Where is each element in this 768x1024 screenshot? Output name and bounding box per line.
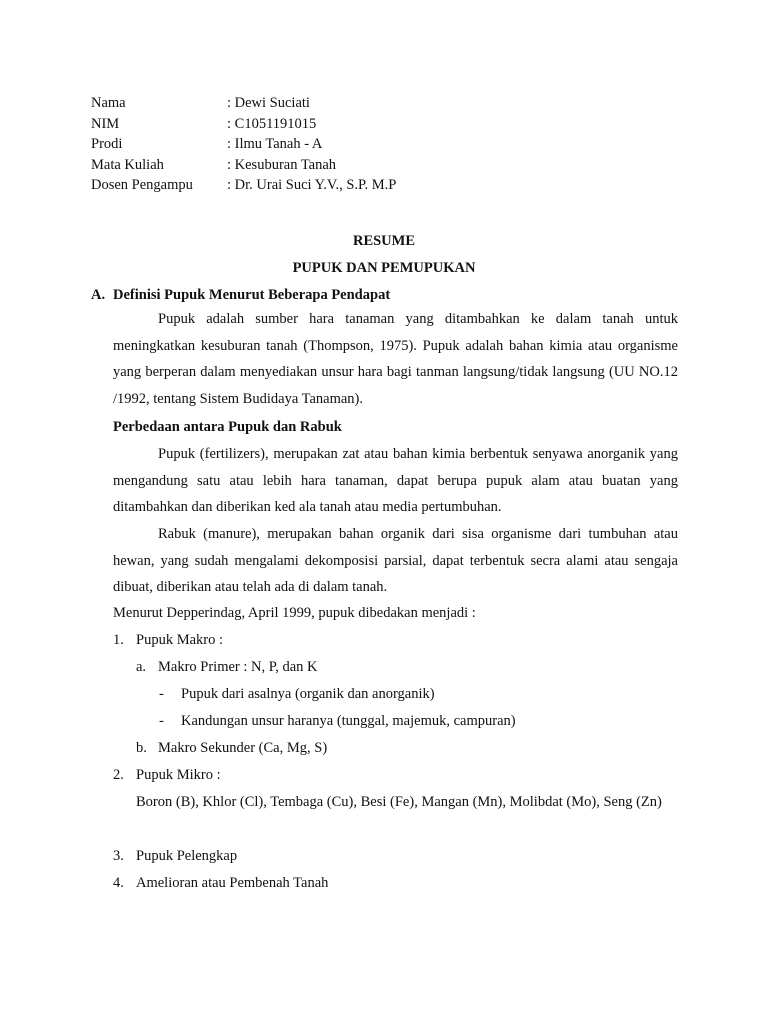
info-row-dosen	[91, 175, 651, 196]
paragraph-text: Rabuk (manure), merupakan bahan organik dari sisa organisme dari tumbuhan atau hewan, yang sudah mengalami dekomposisi parsial, dapat terbentuk secra alami atau sengaja dibuat, diberikan atau telah ada di dalam tanah.	[113, 526, 678, 596]
list-item	[113, 765, 221, 785]
document-subtitle: PUPUK DAN PEMUPUKAN	[292, 260, 476, 276]
list-item	[113, 630, 223, 650]
student-info-block	[91, 93, 651, 196]
list-item-text: Pupuk Mikro :	[136, 767, 221, 783]
list-marker: a.	[136, 659, 147, 675]
list-dash-item	[159, 684, 435, 704]
paragraph-rabuk	[113, 521, 678, 601]
info-value: : Dewi Suciati	[227, 95, 310, 111]
list-marker: b.	[136, 740, 147, 756]
list-subitem	[136, 657, 318, 677]
info-row-mata-kuliah	[91, 155, 651, 176]
info-label: Dosen Pengampu	[91, 177, 193, 193]
list-marker: -	[159, 686, 164, 702]
list-marker: 2.	[113, 767, 124, 783]
section-heading	[91, 285, 390, 305]
info-value: : Kesuburan Tanah	[227, 156, 337, 173]
section-heading-text: Definisi Pupuk Menurut Beberapa Pendapat	[113, 287, 391, 303]
list-item-text: Pupuk Makro :	[136, 632, 223, 648]
info-label: Mata Kuliah	[91, 156, 164, 173]
document-title: RESUME	[352, 233, 416, 249]
list-item-text: Pupuk dari asalnya (organik dan anorganik)	[181, 686, 435, 702]
info-row-nama	[91, 93, 651, 114]
info-value: : Ilmu Tanah - A	[227, 136, 323, 152]
info-value: : Dr. Urai Suci Y.V., S.P. M.P	[227, 177, 397, 193]
info-row-nim	[91, 114, 651, 135]
subheading: Perbedaan antara Pupuk dan Rabuk	[113, 419, 342, 435]
list-marker: 3.	[113, 848, 124, 864]
paragraph-text: Pupuk adalah sumber hara tanaman yang ditambahkan ke dalam tanah untuk meningkatkan kesuburan tanah (Thompson, 1975). Pupuk adalah bahan kimia atau organisme yang berperan dalam menyediakan unsur hara bagi tanman langsung/tidak langsung (UU NO.12 /1992, tentang Sistem Budidaya Tanaman).	[113, 311, 678, 407]
list-marker: 1.	[113, 632, 124, 648]
list-item	[113, 846, 237, 866]
section-number: A.	[91, 287, 106, 303]
paragraph-definition	[113, 306, 678, 412]
list-marker: 4.	[113, 875, 124, 891]
info-row-prodi	[91, 134, 651, 155]
list-item-text: Kandungan unsur haranya (tunggal, majemuk, campuran)	[181, 713, 516, 729]
list-item-text: Makro Sekunder (Ca, Mg, S)	[158, 740, 328, 756]
info-label: NIM	[91, 115, 120, 132]
list-item-text: Pupuk Pelengkap	[136, 848, 238, 864]
list-subitem	[136, 738, 327, 758]
list-dash-item	[159, 711, 516, 731]
paragraph-text: Pupuk (fertilizers), merupakan zat atau bahan kimia berbentuk senyawa anorganik yang mengandung satu atau lebih hara tanaman, dapat berupa pupuk alam atau buatan yang ditambahkan dan diberikan ked ala tanah atau media pertumbuhan.	[113, 446, 678, 516]
list-item	[113, 873, 328, 893]
micro-nutrients-text: Boron (B), Khlor (Cl), Tembaga (Cu), Besi (Fe), Mangan (Mn), Molibdat (Mo), Seng (Zn)	[136, 794, 662, 810]
info-label: Nama	[91, 95, 126, 111]
info-value: : C1051191015	[227, 115, 317, 132]
list-item-text: Makro Primer : N, P, dan K	[158, 659, 318, 675]
list-intro: Menurut Depperindag, April 1999, pupuk dibedakan menjadi :	[113, 605, 476, 621]
info-label: Prodi	[91, 136, 123, 152]
list-marker: -	[159, 713, 164, 729]
paragraph-pupuk	[113, 441, 678, 521]
list-item-text: Amelioran atau Pembenah Tanah	[136, 875, 329, 891]
